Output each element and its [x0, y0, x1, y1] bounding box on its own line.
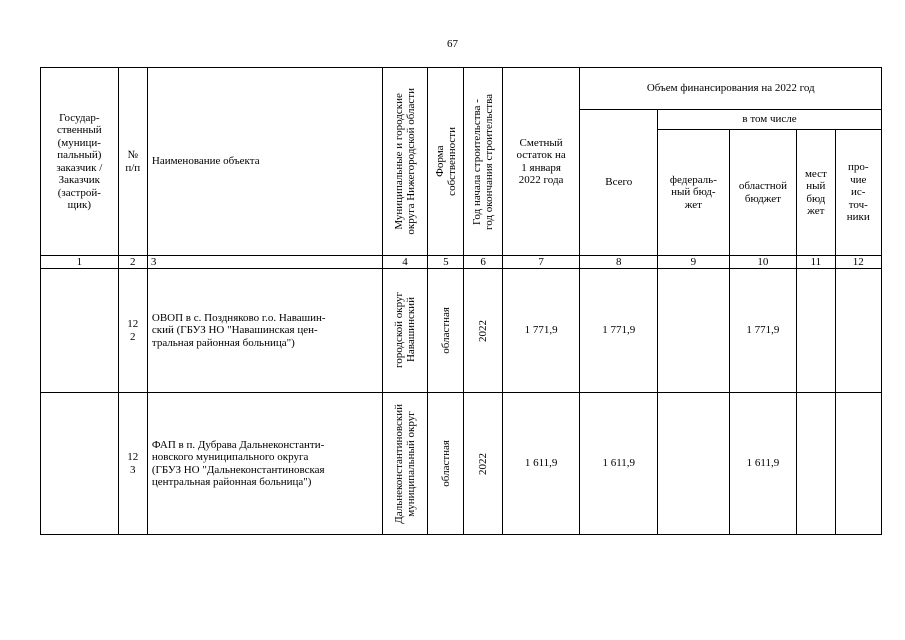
row-other: [835, 393, 881, 535]
row-ownership-cell: [428, 393, 464, 535]
header-total: Всего: [580, 110, 658, 256]
row-years-cell: [464, 393, 502, 535]
header-funding: Объем финансирования на 2022 год: [580, 68, 882, 110]
row-ownership: областная: [439, 307, 452, 354]
row-other: [835, 269, 881, 393]
header-ownership-cell: [428, 68, 464, 256]
column-number: 10: [729, 256, 797, 269]
row-no: 12 2: [118, 269, 147, 393]
column-number: 4: [382, 256, 427, 269]
table-row: [41, 269, 882, 393]
table-row: [41, 393, 882, 535]
header-regional: областной бюджет: [729, 130, 797, 256]
column-number: 9: [658, 256, 730, 269]
row-years-cell: [464, 269, 502, 393]
column-number: 3: [147, 256, 382, 269]
column-numbers-row: [41, 256, 882, 269]
header-municipality-cell: [382, 68, 427, 256]
column-number: 5: [428, 256, 464, 269]
column-number: 1: [41, 256, 119, 269]
row-years: 2022: [477, 452, 490, 475]
header-municipality: Муниципальные и городские округа Нижегородской области: [393, 88, 417, 235]
header-other: про- чие ис- точ- ники: [835, 130, 881, 256]
column-number: 11: [797, 256, 835, 269]
header-no: № п/п: [118, 68, 147, 256]
header-name: Наименование объекта: [147, 68, 382, 256]
row-total: 1 771,9: [580, 269, 658, 393]
column-number: 8: [580, 256, 658, 269]
row-estimate: 1 771,9: [502, 269, 580, 393]
header-federal: федераль- ный бюд- жет: [658, 130, 730, 256]
header-ownership: Форма собственности: [433, 127, 458, 196]
page-number: 67: [447, 38, 458, 50]
header-years-cell: [464, 68, 502, 256]
row-ownership-cell: [428, 269, 464, 393]
row-no: 12 3: [118, 393, 147, 535]
header-years: Год начала строительства - год окончания строительства: [471, 93, 496, 230]
row-regional: 1 771,9: [729, 269, 797, 393]
row-municipality-cell: [382, 269, 427, 393]
row-estimate: 1 611,9: [502, 393, 580, 535]
row-local: [797, 269, 835, 393]
row-customer: [41, 269, 119, 393]
row-total: 1 611,9: [580, 393, 658, 535]
column-number: 6: [464, 256, 502, 269]
header-estimate: Сметный остаток на 1 января 2022 года: [502, 68, 580, 256]
header-customer: Государ- ственный (муници- пальный) заказчик / Заказчик (застрой- щик): [41, 68, 119, 256]
column-number: 7: [502, 256, 580, 269]
row-name: ОВОП в с. Поздняково г.о. Навашин- ский (ГБУЗ НО "Навашинская цен- тральная районная больница"): [147, 269, 382, 393]
row-federal: [658, 269, 730, 393]
row-federal: [658, 393, 730, 535]
header-including: в том числе: [658, 110, 882, 130]
row-name: ФАП в п. Дубрава Дальнеконстанти- новского муниципального округа (ГБУЗ НО "Дальнеконстантиновская центральная районная больница"): [147, 393, 382, 535]
financing-table: [40, 67, 882, 535]
row-municipality-cell: [382, 393, 427, 535]
row-regional: 1 611,9: [729, 393, 797, 535]
row-local: [797, 393, 835, 535]
column-number: 12: [835, 256, 881, 269]
row-municipality: городской округ Навашинский: [393, 292, 417, 369]
row-years: 2022: [477, 319, 490, 342]
row-municipality: Дальнеконстантиновский муниципальный округ: [393, 403, 417, 524]
row-customer: [41, 393, 119, 535]
row-ownership: областная: [439, 440, 452, 487]
column-number: 2: [118, 256, 147, 269]
header-local: мест ный бюд жет: [797, 130, 835, 256]
